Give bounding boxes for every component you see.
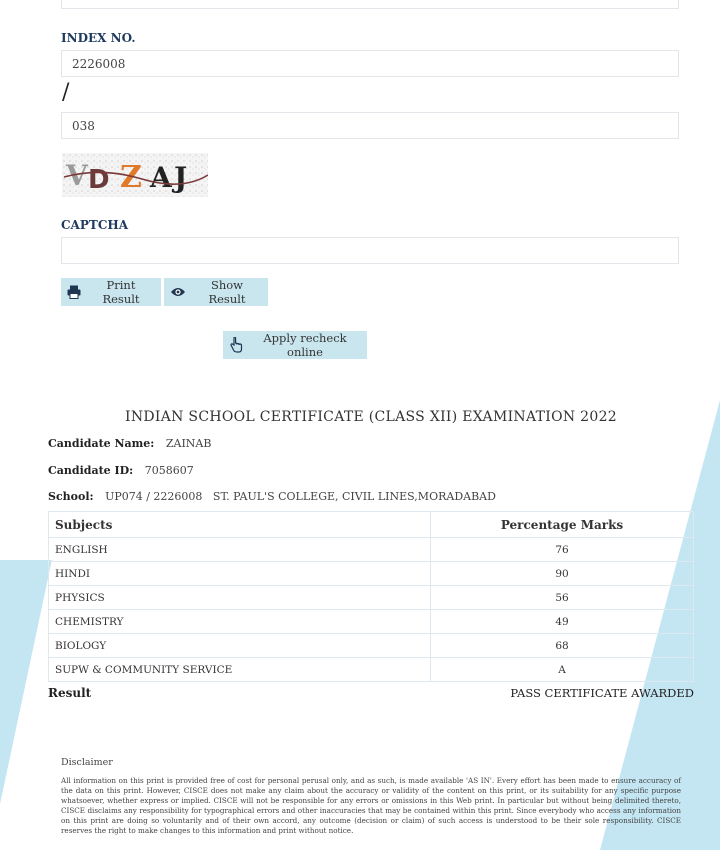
show-result-button[interactable] xyxy=(164,278,268,306)
subject-marks: 49 xyxy=(431,610,694,634)
subject-name: PHYSICS xyxy=(49,586,431,610)
print-result-button[interactable] xyxy=(61,278,161,306)
eye-icon xyxy=(170,286,186,298)
table-row xyxy=(49,562,694,586)
captcha-input[interactable] xyxy=(61,237,679,264)
subjects-header: Subjects xyxy=(49,512,431,538)
apply-recheck-label: Apply recheck online xyxy=(263,331,347,359)
subject-marks: 90 xyxy=(431,562,694,586)
table-row xyxy=(49,610,694,634)
result-value: PASS CERTIFICATE AWARDED xyxy=(510,686,694,700)
exam-title: INDIAN SCHOOL CERTIFICATE (CLASS XII) EXAMINATION 2022 xyxy=(124,409,617,425)
disclaimer-title: Disclaimer xyxy=(61,757,113,768)
svg-text:D: D xyxy=(88,165,110,195)
subject-marks: A xyxy=(431,658,694,682)
table-row xyxy=(49,634,694,658)
subject-name: SUPW & COMMUNITY SERVICE xyxy=(49,658,431,682)
pointing-hand-icon xyxy=(229,337,243,353)
candidate-name-label: Candidate Name: xyxy=(48,437,155,450)
table-row xyxy=(49,538,694,562)
previous-field[interactable] xyxy=(61,0,679,9)
subject-marks: 76 xyxy=(431,538,694,562)
subject-marks: 68 xyxy=(431,634,694,658)
print-result-label: Print Result xyxy=(102,278,140,306)
marks-header: Percentage Marks xyxy=(431,512,694,538)
marks-table xyxy=(48,511,694,682)
candidate-id-label: Candidate ID: xyxy=(48,464,134,477)
school-row xyxy=(48,490,496,503)
svg-text:J: J xyxy=(174,161,188,194)
candidate-name-value: ZAINAB xyxy=(165,437,212,450)
index-input-part1[interactable]: 2226008 xyxy=(61,50,679,77)
school-label: School: xyxy=(48,490,94,503)
captcha-label: CAPTCHA xyxy=(61,218,129,232)
apply-recheck-button[interactable] xyxy=(223,331,367,359)
svg-text:V: V xyxy=(66,159,88,192)
candidate-id-row xyxy=(48,464,194,477)
svg-text:Z: Z xyxy=(120,160,142,195)
index-label: INDEX NO. xyxy=(61,31,136,45)
index-separator: / xyxy=(62,80,70,105)
subject-marks: 56 xyxy=(431,586,694,610)
subject-name: BIOLOGY xyxy=(49,634,431,658)
subject-name: CHEMISTRY xyxy=(49,610,431,634)
marks-table-header xyxy=(49,512,694,538)
captcha-image xyxy=(62,153,208,197)
table-row xyxy=(49,586,694,610)
table-row xyxy=(49,658,694,682)
printer-icon xyxy=(67,285,81,299)
candidate-id-value: 7058607 xyxy=(144,464,194,477)
subject-name: ENGLISH xyxy=(49,538,431,562)
svg-text:A: A xyxy=(150,161,172,194)
candidate-name-row xyxy=(48,437,211,450)
index-input-part2[interactable]: 038 xyxy=(61,112,679,139)
school-value: UP074 / 2226008 ST. PAUL'S COLLEGE, CIVIL LINES,MORADABAD xyxy=(105,490,496,503)
disclaimer-text: All information on this print is provided free of cost for personal perusal only, and as such, is made available 'AS IN'. Every effort has been made to ensure accuracy of the data on this print. However, CISCE does not make any claim about the accuracy or validity of the content on this print, or its suitability for any specific purpose whatsoever, whether express or implied. CISCE will not be responsible for any errors or omissions in this Web print. In particular but without being delimited thereto, CISCE disclaims any responsibility for typographical errors and other inaccuracies that may be contained within this print. Since everybody who access any information on this print are doing so voluntarily and of their own accord, any outcome (decision or claim) of such access is understood to be their sole responsibility. CISCE reserves the right to make changes to this information and print without notice. xyxy=(61,776,681,835)
subject-name: HINDI xyxy=(49,562,431,586)
show-result-label: Show Result xyxy=(208,278,246,306)
result-label: Result xyxy=(48,686,92,700)
